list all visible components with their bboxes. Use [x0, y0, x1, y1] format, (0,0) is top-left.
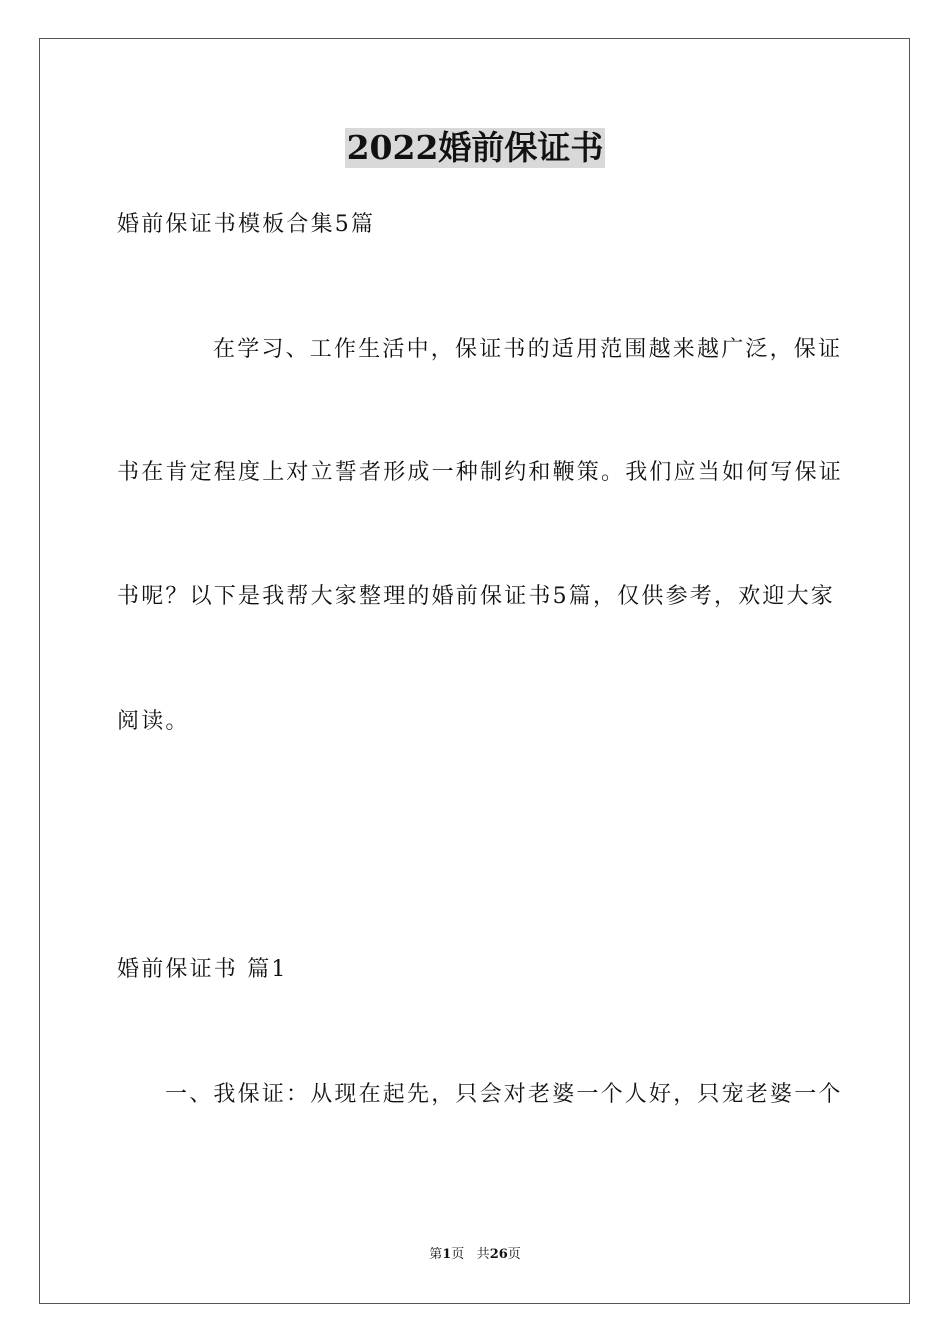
page-footer [0, 1246, 950, 1264]
intro-line-1: 在学习、工作生活中，保证书的适用范围越来越广泛，保证 [213, 337, 843, 362]
intro-line-4: 阅读。 [117, 709, 190, 734]
footer-page-prefix: 第 [429, 1247, 443, 1262]
document-title: 2022婚前保证书 [346, 128, 604, 167]
footer-page-number: 1 [442, 1247, 452, 1262]
footer-total-prefix: 共 [476, 1247, 490, 1262]
section-line-1: 一、我保证：从现在起先，只会对老婆一个人好，只宠老婆一个 [165, 1082, 843, 1107]
document-title-container [0, 128, 950, 168]
document-subtitle: 婚前保证书模板合集5篇 [117, 212, 376, 237]
intro-line-3: 书呢？以下是我帮大家整理的婚前保证书5篇，仅供参考，欢迎大家 [117, 584, 835, 609]
section-heading: 婚前保证书 篇1 [117, 957, 288, 982]
intro-line-2: 书在肯定程度上对立誓者形成一种制约和鞭策。我们应当如何写保证 [117, 460, 844, 485]
footer-total-suffix: 页 [507, 1247, 521, 1262]
footer-page-suffix: 页 [451, 1247, 465, 1262]
footer-total-pages: 26 [489, 1247, 508, 1262]
